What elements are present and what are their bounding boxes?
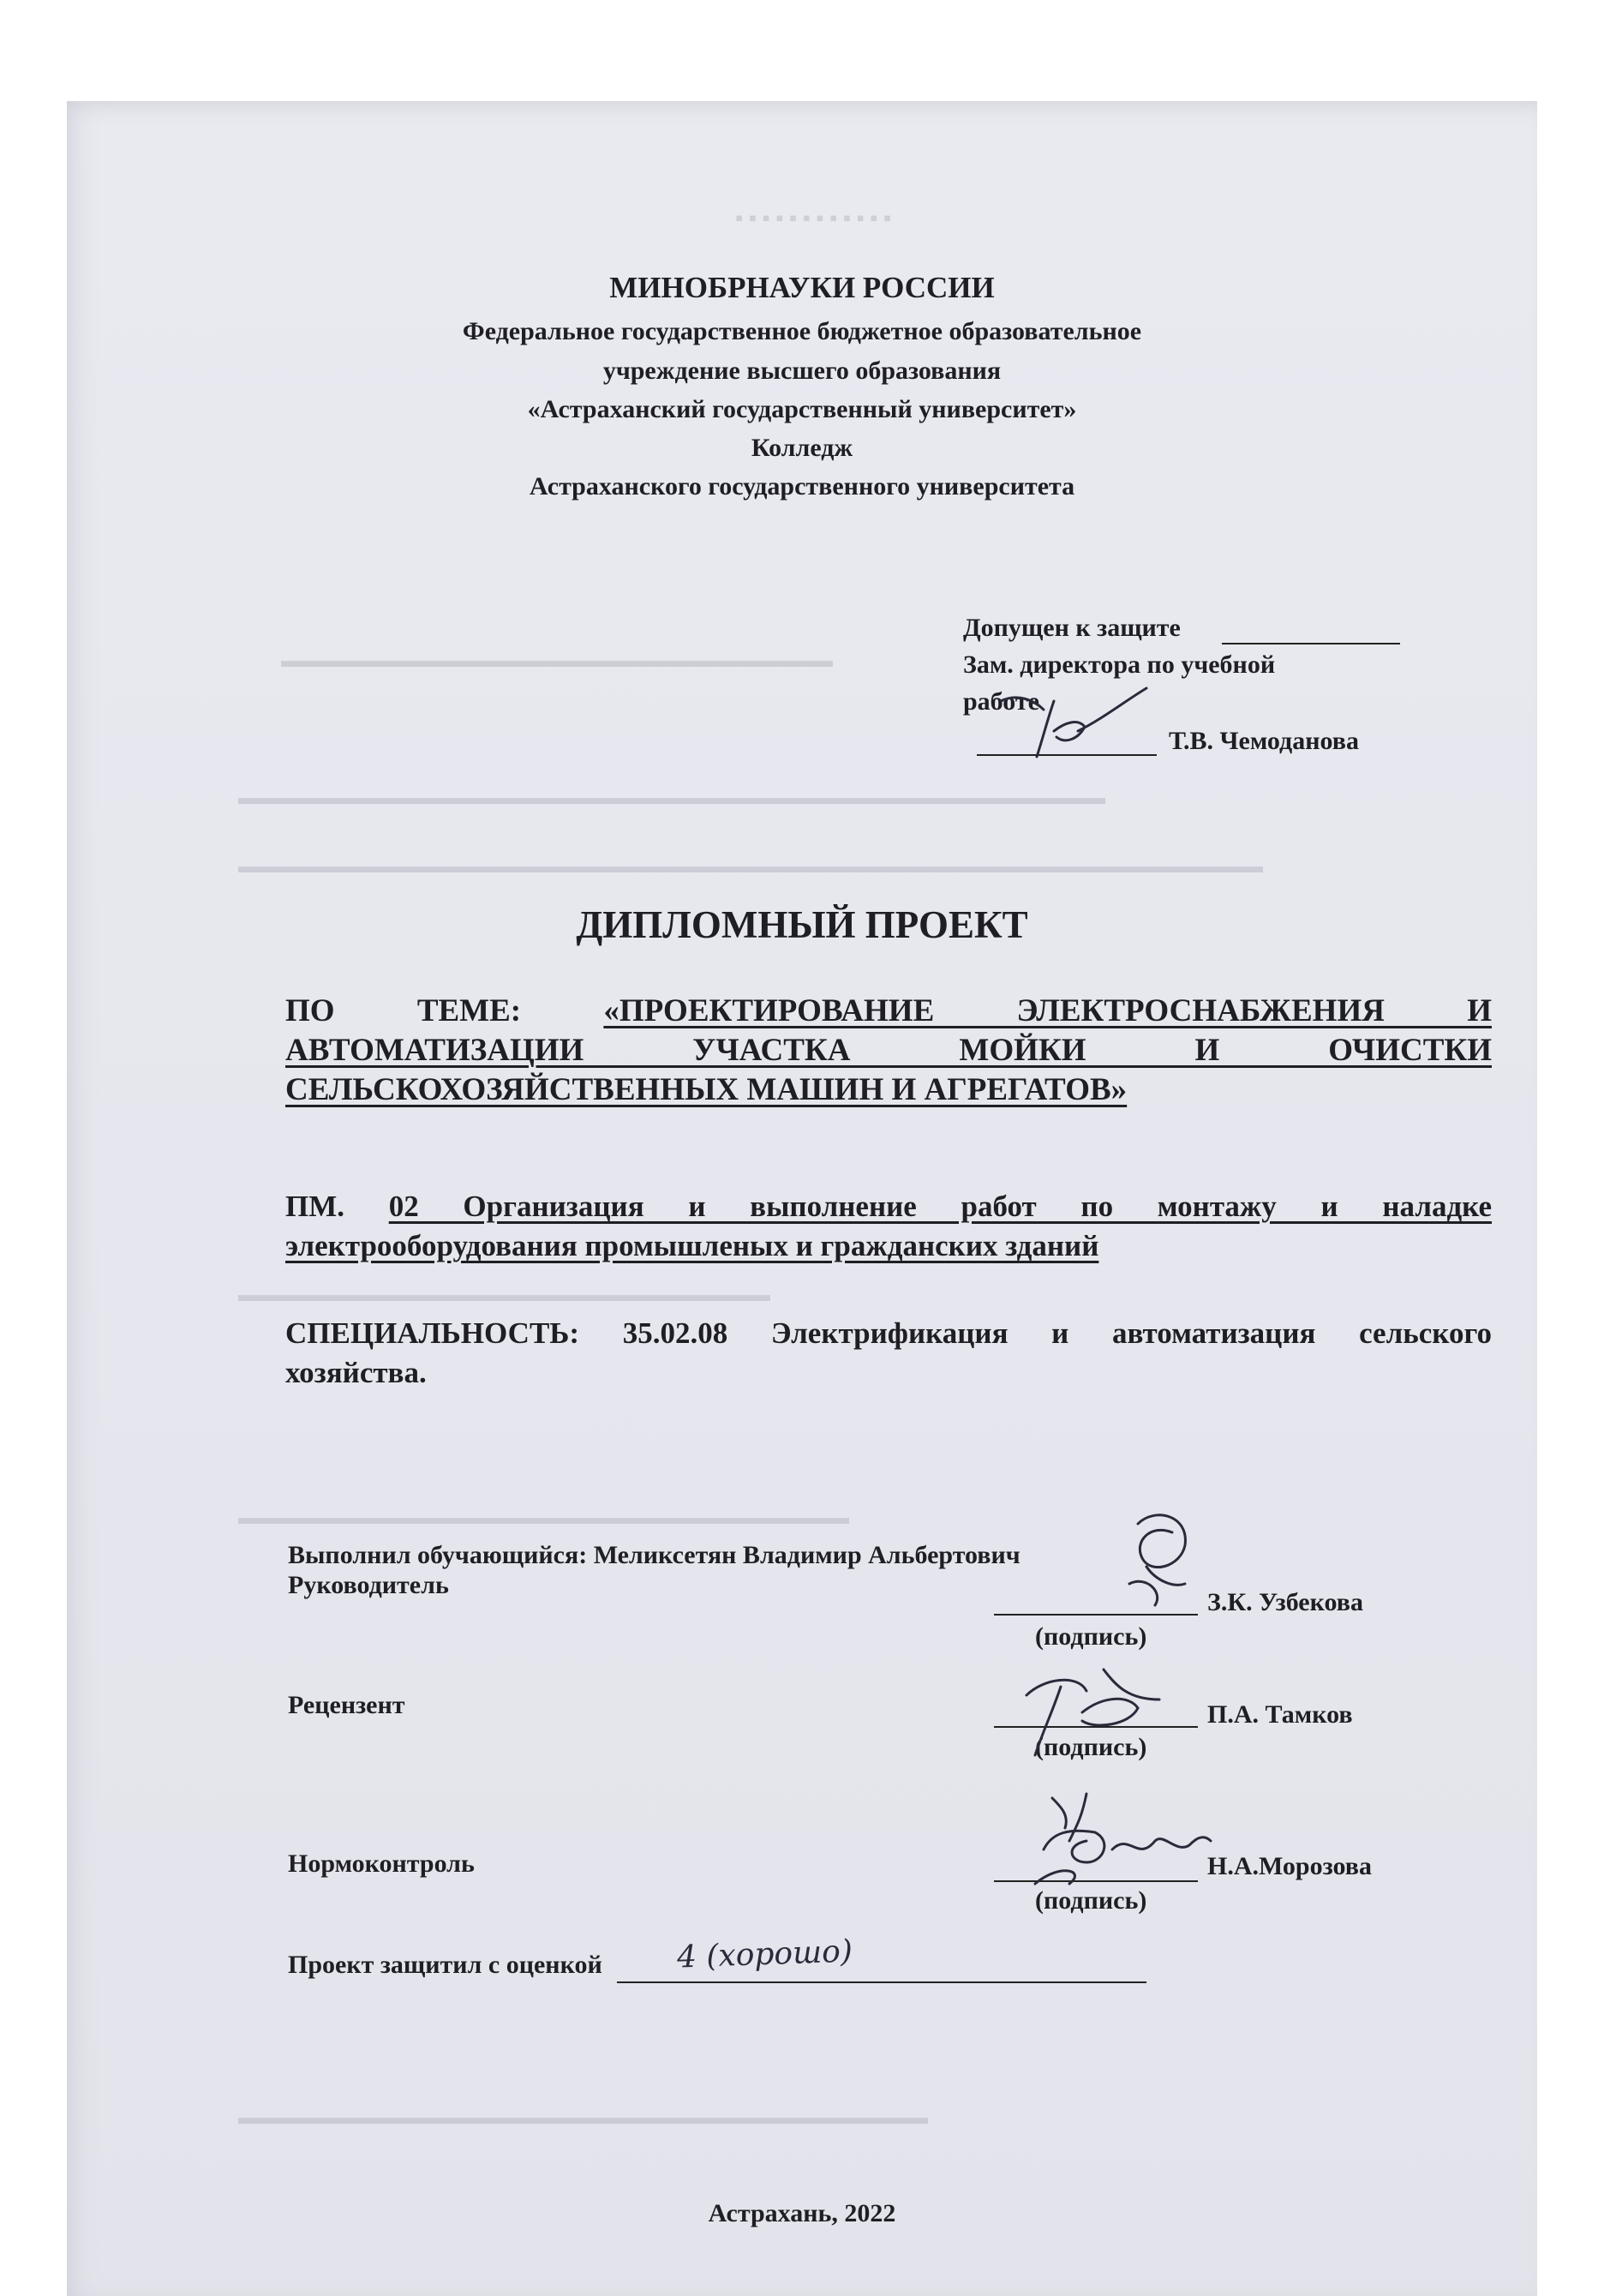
normcontrol-label: Нормоконтроль (288, 1849, 475, 1878)
bleed-through-text: ▬▬▬▬▬▬▬▬▬▬▬▬▬▬▬▬▬▬▬▬▬▬▬▬▬▬▬ (238, 1284, 770, 1305)
document-page (67, 101, 1537, 2296)
bleed-through-text: ▬▬▬▬▬▬▬▬▬▬▬▬▬▬▬▬▬▬▬▬▬▬▬▬▬▬▬▬▬▬▬▬▬▬▬▬▬▬▬▬▬▬▬▬ (238, 787, 1105, 808)
signature-caption: (подпись) (1035, 1622, 1147, 1651)
reviewer-name: П.А. Тамков (1207, 1700, 1353, 1729)
handwritten-signature (1104, 1507, 1206, 1622)
bleed-through-text: ▪ ▪ ▪ ▪ ▪ ▪ ▪ ▪ ▪ ▪ ▪ ▪ (735, 206, 892, 231)
organization-line: учреждение высшего образования (602, 357, 1002, 385)
bleed-through-text: ▬▬▬▬▬▬▬▬▬▬▬▬▬▬▬▬▬▬▬▬▬▬▬▬▬▬▬▬▬▬▬ (238, 1507, 849, 1528)
university-name: «Астраханский государственный университет» (527, 395, 1077, 423)
module-line (285, 1190, 1492, 1224)
topic-text: СЕЛЬСКОХОЗЯЙСТВЕННЫХ МАШИН И АГРЕГАТОВ» (285, 1072, 1128, 1107)
handwritten-signature (1001, 1661, 1164, 1768)
deputy-director-name: Т.В. Чемоданова (1169, 727, 1359, 755)
module-prefix: ПМ. (285, 1190, 345, 1223)
college-name: Колледж (751, 434, 853, 462)
specialty-label: СПЕЦИАЛЬНОСТЬ: (285, 1316, 580, 1350)
reviewer-label: Рецензент (288, 1691, 405, 1719)
organization-line: Федеральное государственное бюджетное образовательное (462, 317, 1142, 345)
college-affiliation: Астраханского государственного университета (529, 472, 1075, 501)
specialty-line (285, 1356, 1492, 1390)
specialty-text: хозяйства. (285, 1356, 427, 1389)
topic-line (285, 992, 1492, 1029)
topic-prefix: ПО ТЕМЕ: (285, 993, 522, 1028)
normcontrol-name: Н.А.Морозова (1207, 1852, 1372, 1880)
topic-text: «ПРОЕКТИРОВАНИЕ ЭЛЕКТРОСНАБЖЕНИЯ И (603, 993, 1492, 1028)
deputy-director-label: Зам. директора по учебной (963, 650, 1276, 679)
deputy-director-label: работе (963, 687, 1039, 716)
supervisor-name: З.К. Узбекова (1207, 1588, 1363, 1616)
module-text: электрооборудования промышленых и гражданских зданий (285, 1229, 1099, 1262)
module-text: 02 Организация и выполнение работ по монтажу и наладке (388, 1190, 1492, 1223)
grade-label: Проект защитил с оценкой (288, 1951, 602, 1979)
ministry-name: МИНОБРНАУКИ РОССИИ (609, 271, 995, 304)
module-line (285, 1229, 1492, 1263)
handwritten-grade: 4 (хорошо) (676, 1933, 853, 1975)
bleed-through-text: ▬▬▬▬▬▬▬▬▬▬▬▬▬▬▬▬▬▬▬▬▬▬▬▬▬▬▬▬▬▬▬▬▬▬▬ (238, 2107, 928, 2128)
specialty-text: 35.02.08 Электрификация и автоматизация сельского (622, 1316, 1492, 1350)
bleed-through-text: ▬▬▬▬▬▬▬▬▬▬▬▬▬▬▬▬▬▬▬▬▬▬▬▬▬▬▬▬ (281, 650, 833, 671)
handwritten-signature (1018, 1781, 1215, 1897)
handwritten-signature (984, 684, 1164, 774)
signature-line (994, 1614, 1198, 1616)
grade-line (617, 1981, 1146, 1983)
performer-line: Выполнил обучающийся: Меликсетян Владимир Альбертович (288, 1541, 1020, 1569)
supervisor-label: Руководитель (288, 1571, 449, 1599)
specialty-line (285, 1316, 1492, 1351)
bleed-through-text: ▬▬▬▬▬▬▬▬▬▬▬▬▬▬▬▬▬▬▬▬▬▬▬▬▬▬▬▬▬▬▬▬▬▬▬▬▬▬▬▬▬▬▬▬▬▬▬▬▬▬▬▬ (238, 855, 1263, 877)
topic-text: АВТОМАТИЗАЦИИ УЧАСТКА МОЙКИ И ОЧИСТКИ (285, 1033, 1492, 1068)
signature-caption: (подпись) (1035, 1886, 1147, 1915)
document-title: ДИПЛОМНЫЙ ПРОЕКТ (576, 903, 1028, 946)
city-year: Астрахань, 2022 (708, 2199, 896, 2227)
topic-line (285, 1071, 1492, 1108)
signature-caption: (подпись) (1035, 1733, 1147, 1761)
admission-label: Допущен к защите (963, 614, 1181, 642)
admission-line (1222, 643, 1400, 644)
